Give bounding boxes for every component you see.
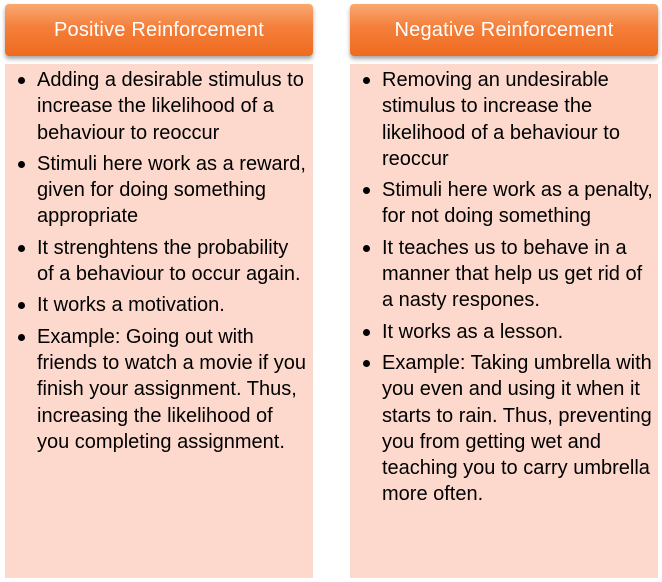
negative-reinforcement-column	[350, 4, 658, 506]
positive-reinforcement-header	[5, 4, 313, 56]
list-item: It works a motivation.	[5, 292, 309, 318]
negative-reinforcement-list	[350, 64, 658, 508]
negative-reinforcement-body	[350, 64, 658, 578]
list-item: Removing an undesirable stimulus to increase the likelihood of a behaviour to reoccur	[350, 67, 654, 172]
positive-reinforcement-title: Positive Reinforcement	[53, 18, 265, 41]
list-item: It strenghtens the probability of a behaviour to occur again.	[5, 235, 309, 288]
list-item: Example: Taking umbrella with you even and using it when it starts to rain. Thus, preventing you from getting wet and teaching you to carry umbrella more often.	[350, 350, 654, 508]
positive-reinforcement-body	[5, 64, 313, 578]
negative-reinforcement-title: Negative Reinforcement	[394, 18, 614, 41]
list-item: It works as a lesson.	[350, 319, 654, 345]
negative-reinforcement-header	[350, 4, 658, 56]
positive-reinforcement-column	[5, 4, 313, 453]
list-item: Stimuli here work as a reward, given for doing something appropriate	[5, 151, 309, 230]
positive-reinforcement-list	[5, 64, 313, 455]
list-item: Adding a desirable stimulus to increase the likelihood of a behaviour to reoccur	[5, 67, 309, 146]
list-item: It teaches us to behave in a manner that help us get rid of a nasty respones.	[350, 235, 654, 314]
list-item: Stimuli here work as a penalty, for not doing something	[350, 177, 654, 230]
list-item: Example: Going out with friends to watch a movie if you finish your assignment. Thus, increasing the likelihood of you completing assignment.	[5, 324, 309, 455]
